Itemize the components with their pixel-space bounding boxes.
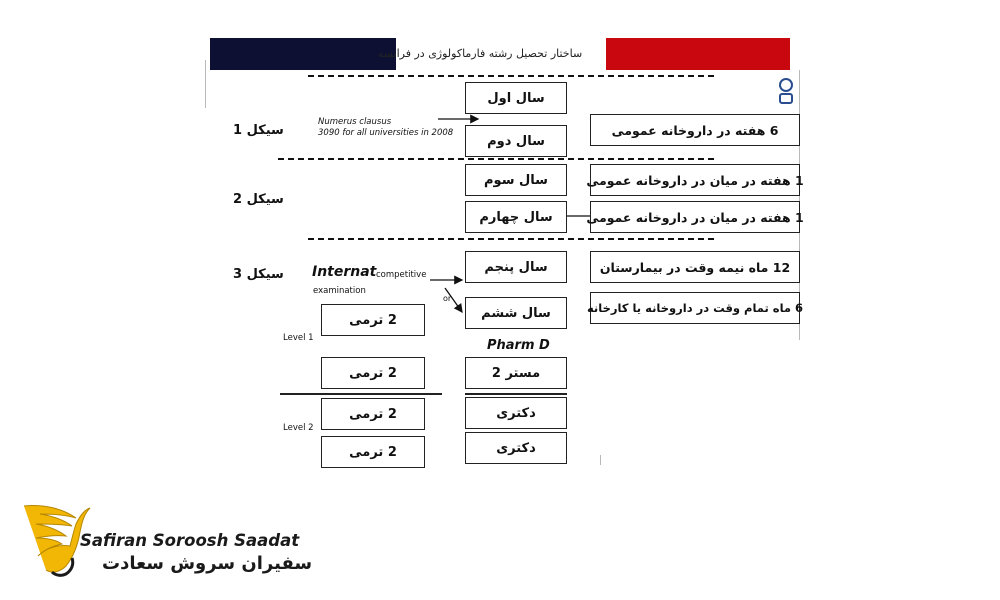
year-box-5: سال پنجم xyxy=(465,251,567,283)
cycle-label-3: سیکل 3 xyxy=(233,267,284,282)
year-box-master: مستر 2 xyxy=(465,357,567,389)
numerus-clausus-note: 3090 for all universities in 2008 xyxy=(318,128,454,138)
or-label: or xyxy=(443,294,452,303)
year-box-1: سال اول xyxy=(465,82,567,114)
term-box-2: 2 ترمی xyxy=(321,357,425,389)
term-box-1: 2 ترمی xyxy=(321,304,425,336)
note-box-2: 1 هفته در میان در داروخانه عمومی xyxy=(590,164,800,196)
logo-text-persian: سفیران سروش سعادت xyxy=(102,553,313,574)
internat-title: Internat xyxy=(312,264,377,280)
year-box-2: سال دوم xyxy=(465,125,567,157)
note-box-4: 12 ماه نیمه وقت در بیمارستان xyxy=(590,251,800,283)
pharm-d-label: Pharm D xyxy=(487,338,550,353)
note-box-1: 6 هفته در داروخانه عمومی xyxy=(590,114,800,146)
level-1-label: Level 1 xyxy=(283,333,314,343)
year-box-3: سال سوم xyxy=(465,164,567,196)
cycle-label-1: سیکل 1 xyxy=(233,123,284,138)
note-box-3: 1 هفته در میان در داروخانه عمومی xyxy=(590,201,800,233)
year-box-doctorate-2: دکتری xyxy=(465,432,567,464)
internat-examination: examination xyxy=(313,286,366,296)
term-box-3: 2 ترمی xyxy=(321,398,425,430)
year-box-6: سال ششم xyxy=(465,297,567,329)
term-box-4: 2 ترمی xyxy=(321,436,425,468)
note-box-5: 6 ماه تمام وقت در داروخانه یا کارخانه xyxy=(590,292,800,324)
internat-competitive: competitive xyxy=(376,270,427,280)
numerus-clausus-label: Numerus clausus xyxy=(318,117,392,127)
year-box-doctorate-1: دکتری xyxy=(465,397,567,429)
banner-title: ساختار تحصیل رشته فارماکولوژی در فرانسه xyxy=(377,47,583,60)
cycle-label-2: سیکل 2 xyxy=(233,192,284,207)
logo-text-english: Safiran Soroosh Saadat xyxy=(80,531,300,550)
level-2-label: Level 2 xyxy=(283,423,314,433)
year-box-4: سال چهارم xyxy=(465,201,567,233)
arrow-internat-to-year6 xyxy=(445,288,462,312)
